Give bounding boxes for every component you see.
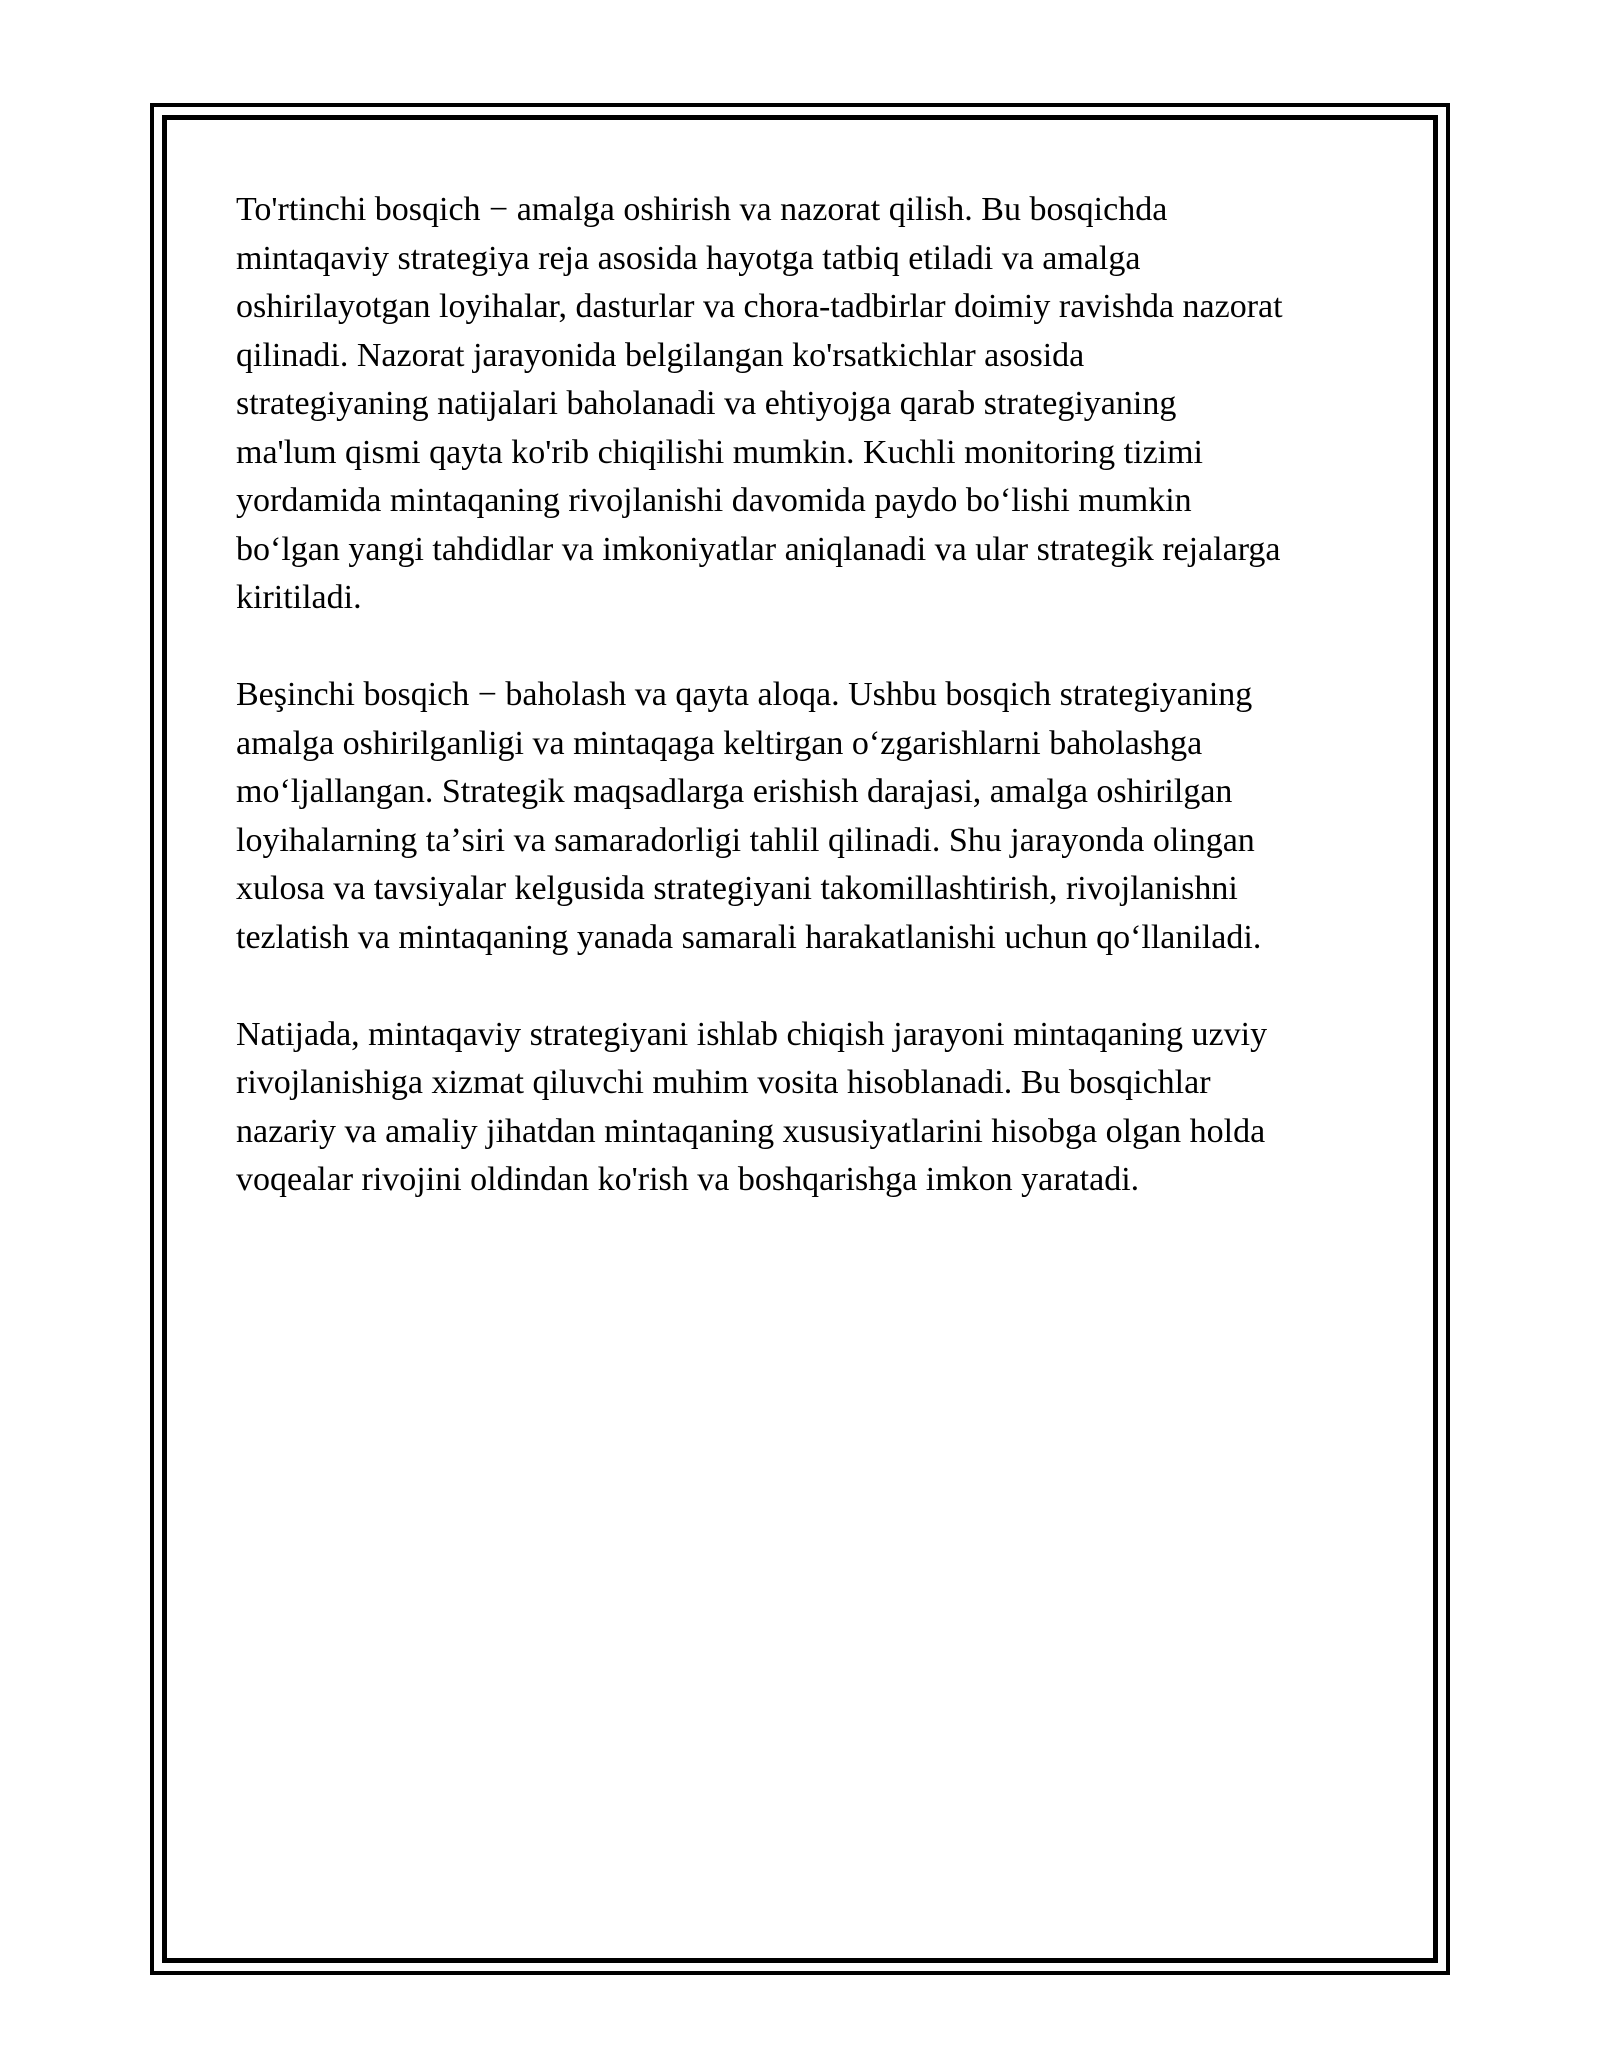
paragraph-fifth-stage: [236, 671, 1381, 962]
document-body: [236, 186, 1381, 1253]
text-line: rivojlanishiga xizmat qiluvchi muhim vosita hisoblanadi. Bu bosqichlar: [236, 1064, 1211, 1101]
text-line: kiritiladi.: [236, 579, 362, 616]
text-line: yordamida mintaqaning rivojlanishi davomida paydo boʻlishi mumkin: [236, 482, 1192, 519]
text-line: To'rtinchi bosqich − amalga oshirish va nazorat qilish. Bu bosqichda: [236, 191, 1168, 228]
text-line: mintaqaviy strategiya reja asosida hayotga tatbiq etiladi va amalga: [236, 239, 1141, 277]
text-line: qilinadi. Nazorat jarayonida belgilangan ko'rsatkichlar asosida: [236, 336, 1085, 374]
paragraph-fourth-stage: [236, 186, 1381, 623]
text-line: tezlatish va mintaqaning yanada samarali harakatlanishi uchun qoʻllaniladi.: [236, 918, 1262, 956]
text-line: xulosa va tavsiyalar kelgusida strategiyani takomillashtirish, rivojlanishni: [236, 870, 1238, 907]
text-line: nazariy va amaliy jihatdan mintaqaning xususiyatlarini hisobga olgan holda: [236, 1112, 1266, 1150]
text-line: strategiyaning natijalari baholanadi va ehtiyojga qarab strategiyaning: [236, 385, 1177, 422]
text-line: ma'lum qismi qayta ko'rib chiqilishi mumkin. Kuchli monitoring tizimi: [236, 433, 1204, 471]
text-line: loyihalarning taʼsiri va samaradorligi tahlil qilinadi. Shu jarayonda olingan: [236, 821, 1255, 859]
text-line: oshirilayotgan loyihalar, dasturlar va chora-tadbirlar doimiy ravishda nazorat: [236, 288, 1283, 325]
text-line: Beşinchi bosqich − baholash va qayta aloqa. Ushbu bosqich strategiyaning: [236, 676, 1253, 713]
text-line: moʻljallangan. Strategik maqsadlarga erishish darajasi, amalga oshirilgan: [236, 773, 1233, 810]
paragraph-conclusion: [236, 1011, 1381, 1205]
text-line: boʻlgan yangi tahdidlar va imkoniyatlar aniqlanadi va ular strategik rejalarga: [236, 530, 1281, 568]
text-line: voqealar rivojini oldindan ko'rish va boshqarishga imkon yaratadi.: [236, 1161, 1140, 1198]
text-line: Natijada, mintaqaviy strategiyani ishlab chiqish jarayoni mintaqaning uzviy: [236, 1015, 1268, 1053]
text-line: amalga oshirilganligi va mintaqaga keltirgan oʻzgarishlarni baholashga: [236, 724, 1203, 762]
